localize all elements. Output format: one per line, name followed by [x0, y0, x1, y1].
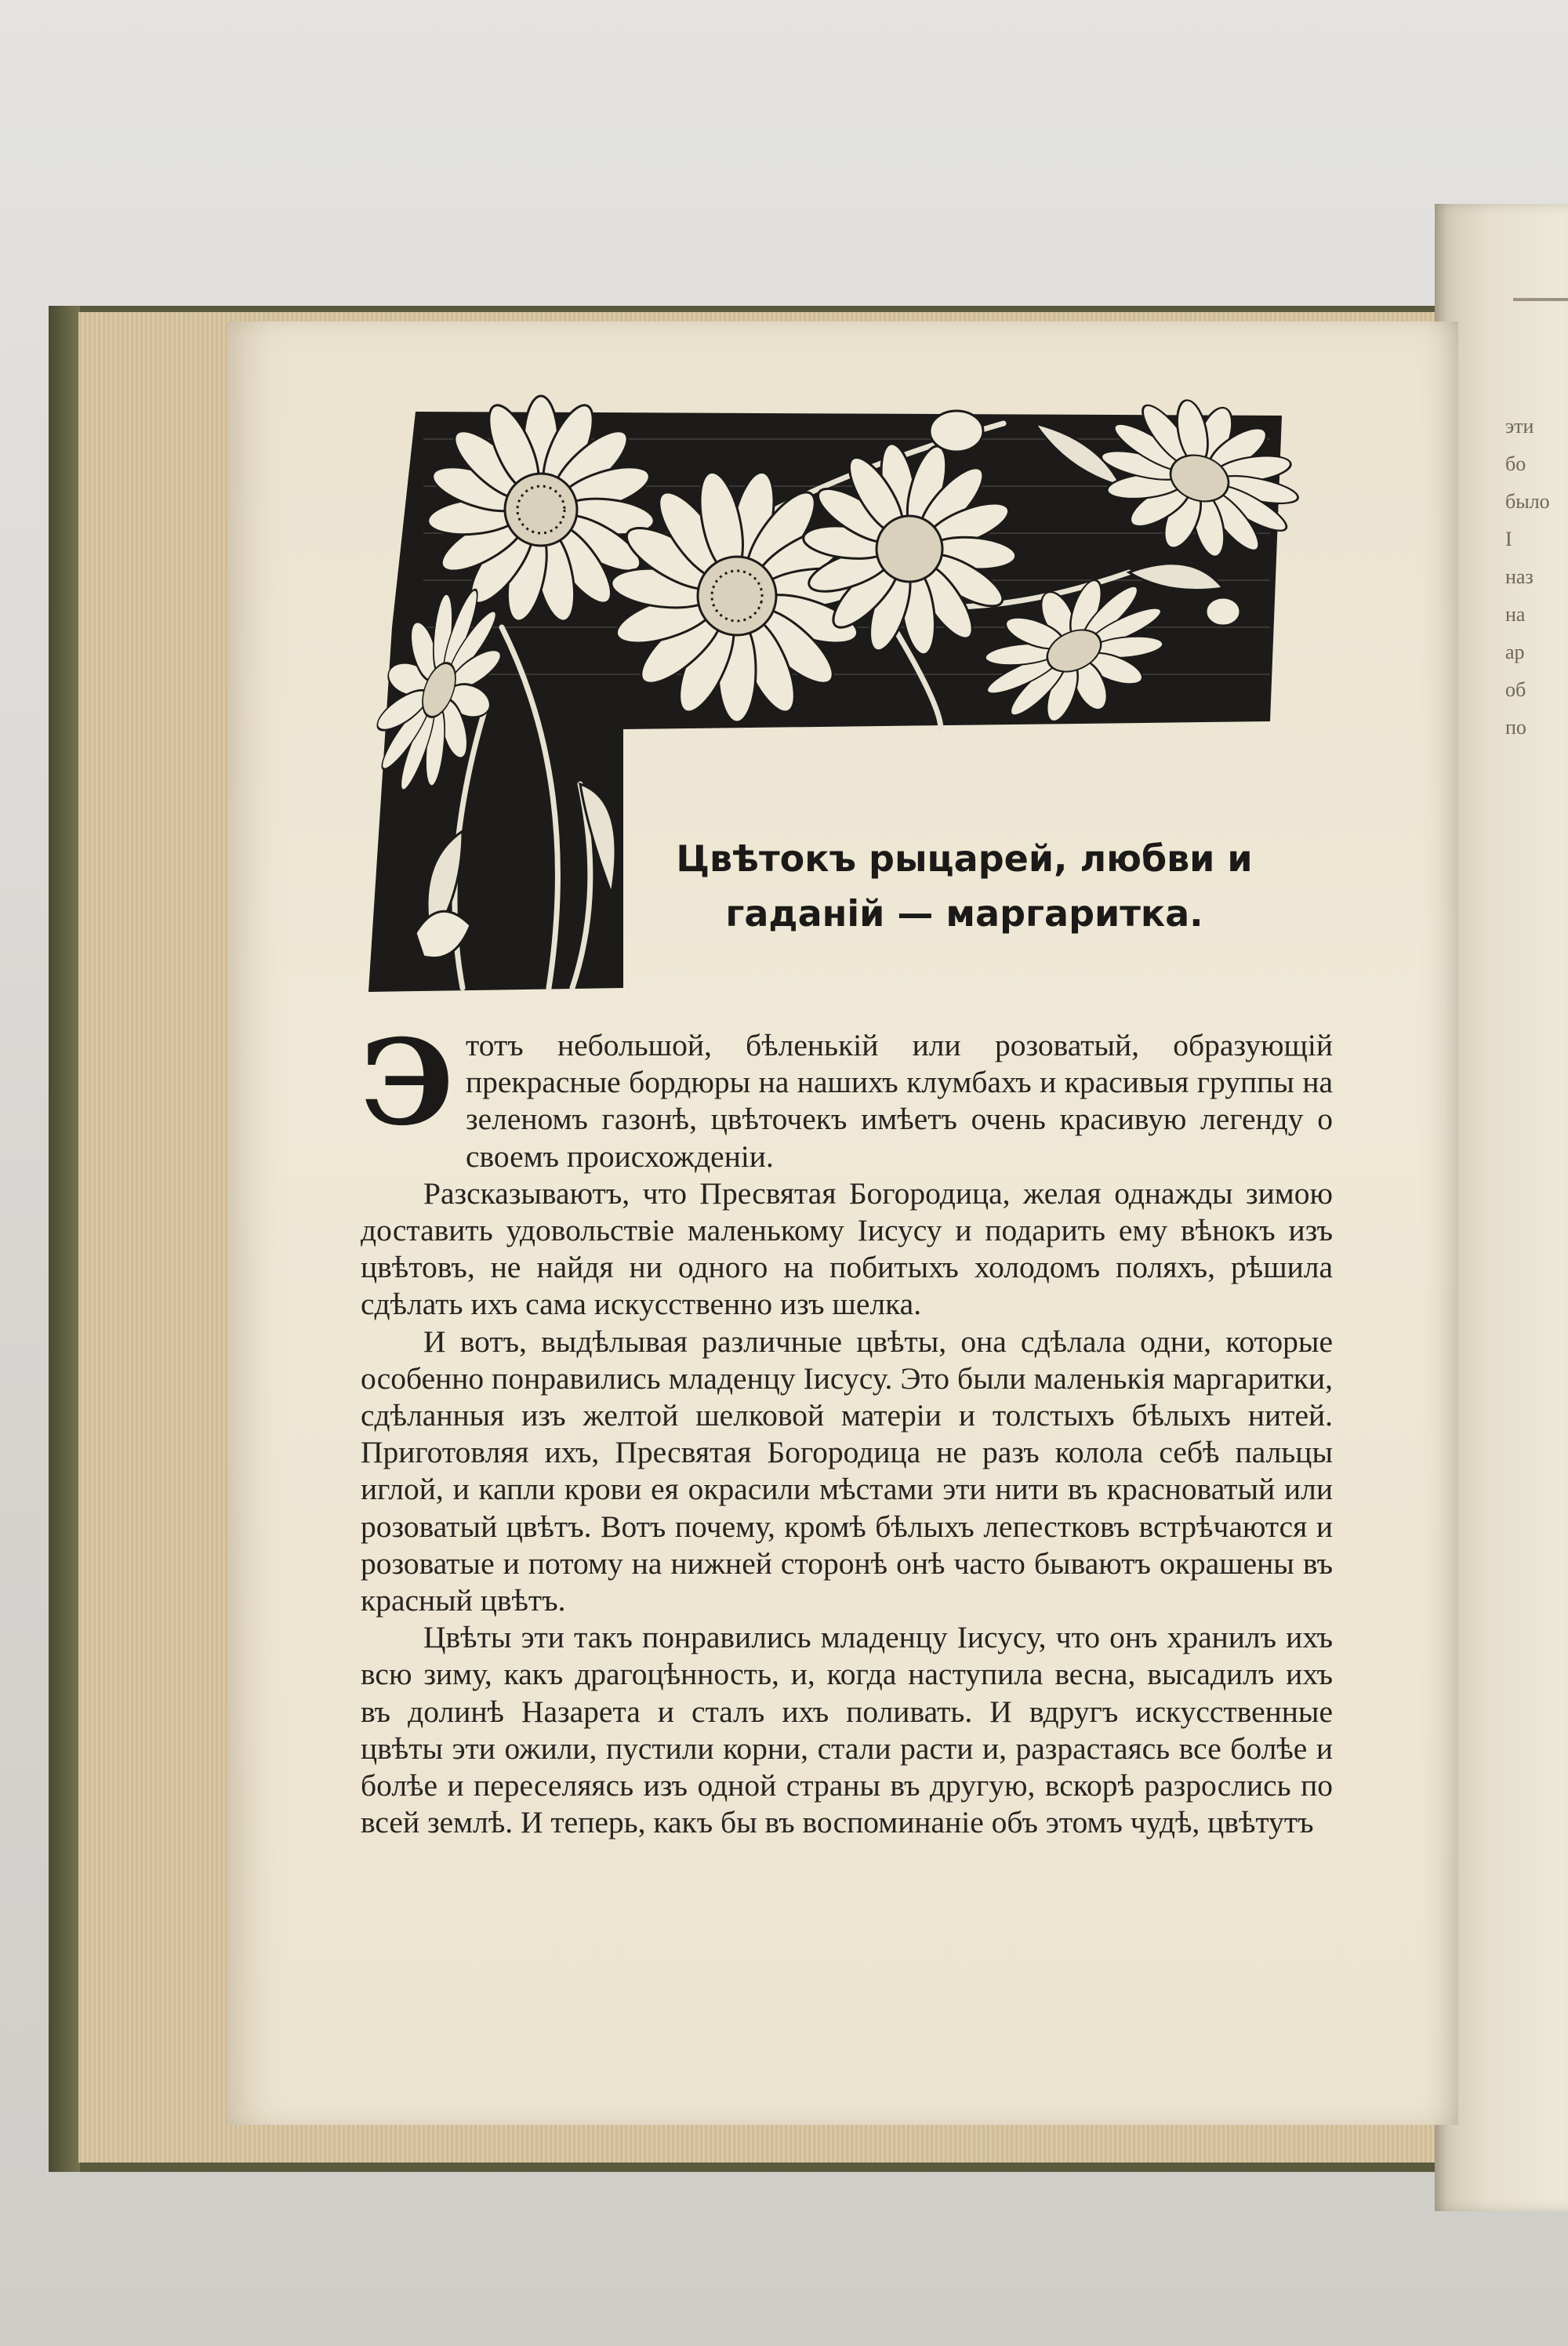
body-text	[361, 1014, 1333, 1841]
book-spine-edge	[49, 306, 80, 2172]
paragraph-4: Цвѣты эти такъ понравились младенцу Іисусу, что онъ хранилъ ихъ всю зиму, какъ драгоцѣнность, и, когда наступила весна, высадилъ ихъ въ долинѣ Назарета и сталъ ихъ поливать. И вдругъ искусственные цвѣты эти ожили, пустили корни, стали расти и, разрастаясь все болѣе и болѣе и переселяясь изъ одной страны въ другую, вскорѣ разрослись по всей землѣ. И теперь, какъ бы въ воспоминаніе объ этомъ чудѣ, цвѣтутъ	[361, 1620, 1333, 1840]
facing-fragment: было	[1505, 490, 1550, 513]
chapter-title: Цвѣтокъ рыцарей, любви и гаданій — маргаритка.	[676, 837, 1253, 935]
facing-fragment: наз	[1505, 565, 1534, 588]
facing-fragment: об	[1505, 678, 1526, 701]
facing-fragment: ар	[1505, 641, 1525, 663]
drop-cap-letter: Э	[361, 1014, 455, 1152]
paragraph-3: И вотъ, выдѣлывая различные цвѣты, она сдѣлала одни, которые особенно понравились младенцу Іисусу. Это были маленькія маргаритки, сдѣланныя изъ желтой шелковой матеріи и толстыхъ бѣлыхъ нитей. Приготовляя ихъ, Пресвятая Богородица не разъ колола себѣ пальцы иглой, и капли крови ея окрасили мѣстами эти нити въ красноватый или розоватый цвѣтъ. Вотъ почему, кромѣ бѣлыхъ лепестковъ встрѣчаются и розоватые и потому на нижней сторонѣ онѣ часто бываютъ окрашены въ красный цвѣтъ.	[361, 1324, 1333, 1618]
facing-page-rule	[1513, 298, 1568, 301]
paragraph-1	[361, 1014, 1333, 1175]
facing-fragment: эти	[1505, 415, 1534, 438]
facing-fragment: І	[1505, 528, 1512, 550]
facing-fragment: на	[1505, 603, 1526, 626]
paragraph-text: тотъ небольшой, бѣленькій или розоватый, образующій прекрасные бордюры на нашихъ клумбахъ и красивыя группы на зеленомъ газонѣ, цвѣточекъ имѣетъ очень красивую легенду о своемъ происхожденіи.	[466, 1028, 1333, 1174]
facing-fragment: бо	[1505, 452, 1526, 475]
facing-page-text	[1505, 408, 1568, 746]
facing-fragment: по	[1505, 716, 1526, 739]
paragraph-2: Разсказываютъ, что Пресвятая Богородица, желая однажды зимою доставить удовольствіе маленькому Іисусу и подарить ему вѣнокъ изъ цвѣтовъ, не найдя ни одного на побитыхъ холодомъ поляхъ, рѣшила сдѣлать ихъ сама искусственно изъ шелка.	[361, 1175, 1333, 1322]
drop-cap	[361, 1014, 455, 1152]
